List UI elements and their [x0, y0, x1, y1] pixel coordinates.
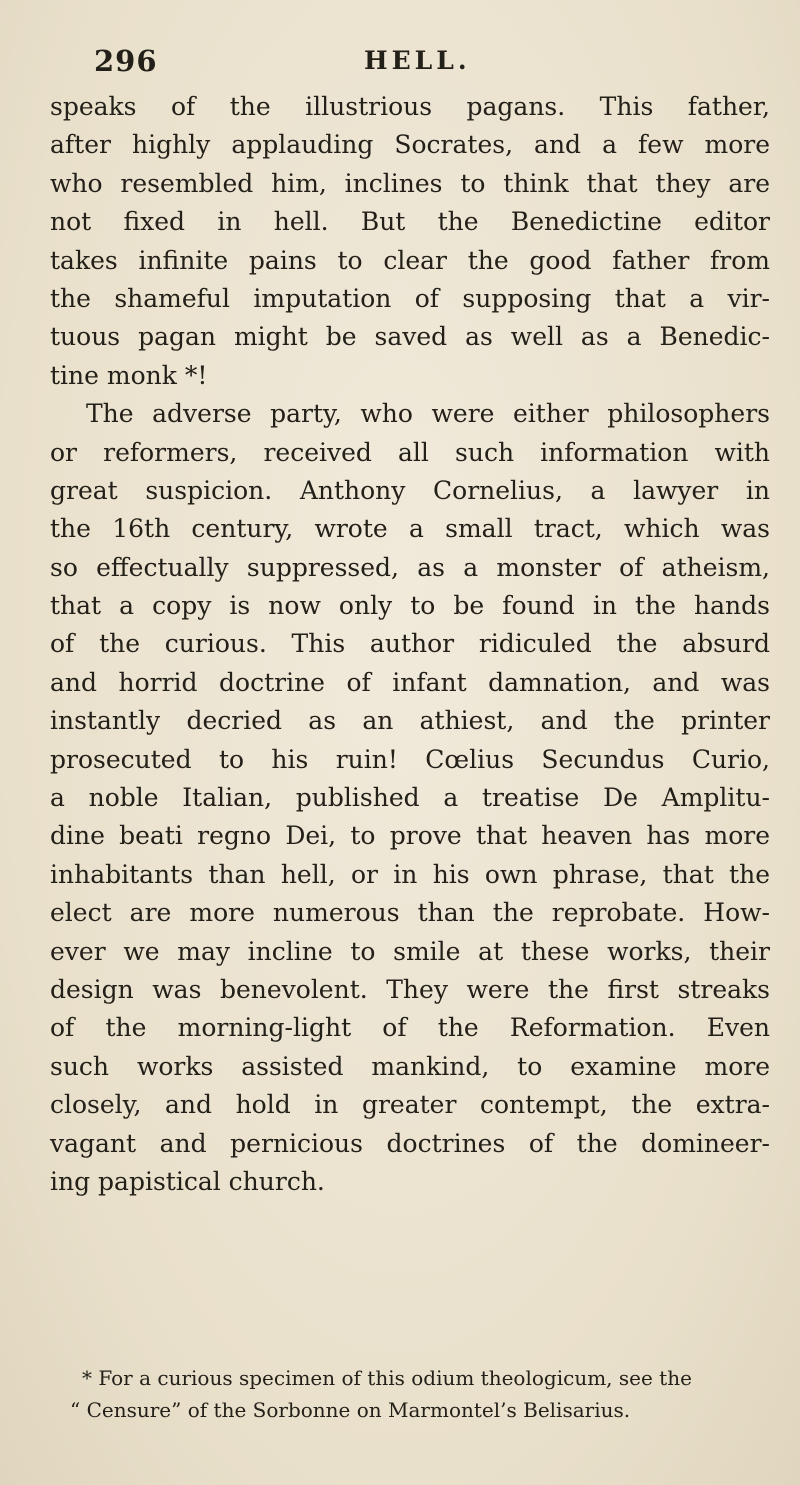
- running-title: HELL.: [364, 46, 471, 75]
- text-line: instantly decried as an athiest, and the printer: [50, 706, 770, 736]
- footnote: [70, 1362, 770, 1426]
- paragraph-start-line: The adverse party, who were either philosophers: [86, 399, 770, 429]
- text-line: vagant and pernicious doctrines of the domineer-: [50, 1128, 770, 1158]
- text-line: elect are more numerous than the reprobate. How-: [50, 898, 770, 928]
- text-line: after highly applauding Socrates, and a few more: [50, 130, 770, 160]
- text-line: so effectually suppressed, as a monster of atheism,: [50, 552, 770, 582]
- text-line: a noble Italian, published a treatise De Amplitu-: [50, 783, 770, 813]
- text-line: prosecuted to his ruin! Cœlius Secundus Curio,: [50, 744, 770, 774]
- text-line: tine monk *!: [50, 360, 208, 390]
- text-line: not fixed in hell. But the Benedictine editor: [50, 207, 770, 237]
- text-line: the 16th century, wrote a small tract, which was: [50, 514, 770, 544]
- text-line: closely, and hold in greater contempt, the extra-: [50, 1090, 770, 1120]
- text-line: who resembled him, inclines to think that they are: [50, 168, 770, 198]
- footnote-line: “ Censure” of the Sorbonne on Marmontel’s Belisarius.: [70, 1398, 631, 1422]
- text-line: such works assisted mankind, to examine more: [50, 1051, 770, 1081]
- running-head: [94, 44, 754, 84]
- text-line: or reformers, received all such information with: [50, 437, 770, 467]
- page-number: 296: [94, 44, 158, 78]
- text-line: the shameful imputation of supposing that a vir-: [50, 283, 770, 313]
- text-line: of the morning-light of the Reformation. Even: [50, 1013, 770, 1043]
- text-line: and horrid doctrine of infant damnation, and was: [50, 667, 770, 697]
- text-line: of the curious. This author ridiculed the absurd: [50, 629, 770, 659]
- body-text: [50, 88, 770, 1201]
- text-line: design was benevolent. They were the first streaks: [50, 974, 770, 1004]
- text-line: tuous pagan might be saved as well as a Benedic-: [50, 322, 770, 352]
- text-line: takes infinite pains to clear the good father from: [50, 245, 770, 275]
- text-line: inhabitants than hell, or in his own phrase, that the: [50, 859, 770, 889]
- text-line: that a copy is now only to be found in the hands: [50, 591, 770, 621]
- text-line: ever we may incline to smile at these works, their: [50, 936, 770, 966]
- text-line: speaks of the illustrious pagans. This father,: [50, 92, 770, 121]
- text-line: great suspicion. Anthony Cornelius, a lawyer in: [50, 475, 770, 505]
- text-line: ing papistical church.: [50, 1166, 325, 1196]
- footnote-line: * For a curious specimen of this odium theologicum, see the: [82, 1366, 692, 1390]
- text-line: dine beati regno Dei, to prove that heaven has more: [50, 821, 770, 851]
